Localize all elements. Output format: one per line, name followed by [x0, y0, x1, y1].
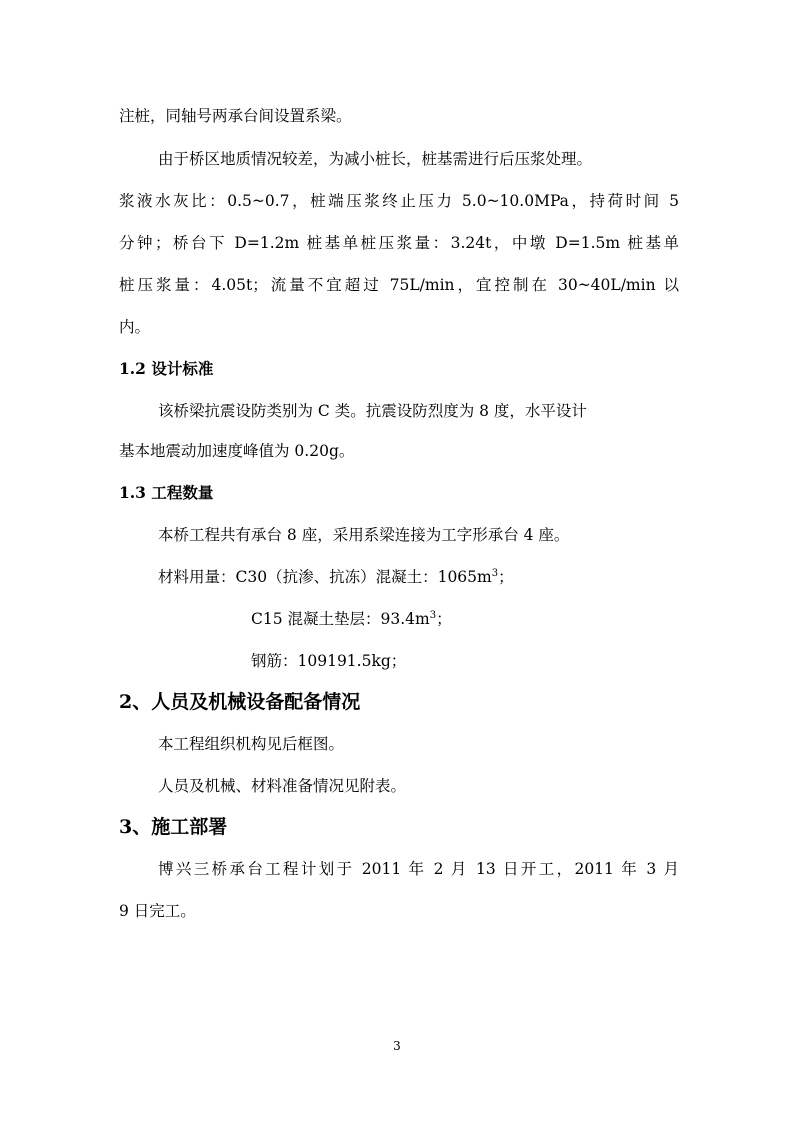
paragraph-line: 注桩，同轴号两承台间设置系梁。 — [119, 107, 352, 125]
paragraph-line: 该桥梁抗震设防类别为 C 类。抗震设防烈度为 8 度，水平设计 — [158, 402, 587, 420]
paragraph-line: 9 日完工。 — [119, 902, 196, 920]
page-number: 3 — [393, 1039, 401, 1053]
paragraph-line: 本桥工程共有承台 8 座，采用系梁连接为工字形承台 4 座。 — [158, 526, 570, 544]
paragraph-line: 基本地震动加速度峰值为 0.20g。 — [119, 442, 355, 460]
superscript: 3 — [429, 609, 437, 621]
section-heading-2: 2、人员及机械设备配备情况 — [119, 691, 361, 713]
materials-label: 材料用量：C30（抗渗、抗冻）混凝土：1065m — [158, 568, 492, 586]
materials-line-steel: 钢筋：109191.5kg； — [251, 652, 407, 670]
c15-label: C15 混凝土垫层：93.4m — [251, 610, 430, 628]
materials-line — [158, 565, 679, 589]
superscript: 3 — [491, 567, 499, 579]
paragraph-line: 博兴三桥承台工程计划于 2011 年 2 月 13 日开工，2011 年 3 月 — [158, 860, 679, 878]
paragraph-line: 浆液水灰比：0.5~0.7，桩端压浆终止压力 5.0~10.0MPa，持荷时间 5 — [119, 192, 679, 210]
punctuation: ； — [498, 568, 514, 586]
paragraph-line: 内。 — [119, 318, 151, 336]
paragraph-line: 桩压浆量：4.05t；流量不宜超过 75L/min，宜控制在 30~40L/min 以 — [119, 276, 679, 294]
materials-line-c15 — [251, 607, 679, 631]
section-heading-3: 3、施工部署 — [119, 816, 228, 838]
punctuation: ； — [436, 610, 452, 628]
section-heading-1-2: 1.2 设计标准 — [119, 359, 214, 378]
paragraph-line: 人员及机械、材料准备情况见附表。 — [158, 777, 407, 795]
paragraph-line: 由于桥区地质情况较差，为减小桩长，桩基需进行后压浆处理。 — [158, 150, 593, 168]
paragraph-line: 分钟；桥台下 D=1.2m 桩基单桩压浆量：3.24t，中墩 D=1.5m 桩基单 — [119, 234, 679, 252]
paragraph-line: 本工程组织机构见后框图。 — [158, 735, 345, 753]
section-heading-1-3: 1.3 工程数量 — [119, 483, 214, 502]
